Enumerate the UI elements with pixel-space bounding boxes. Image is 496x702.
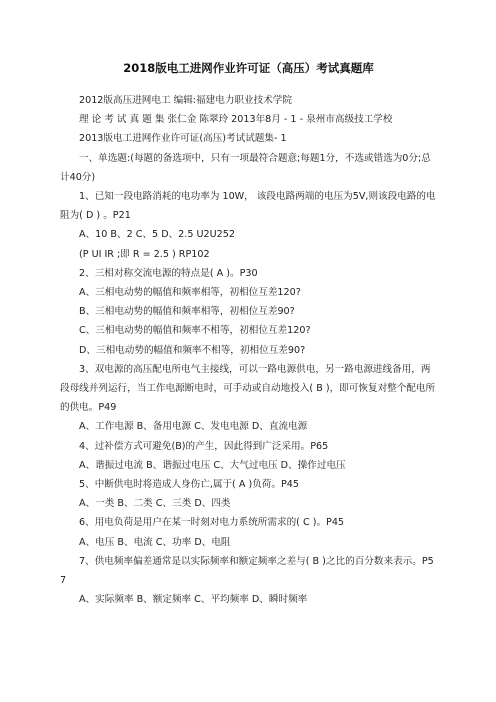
paragraph: A、一类 B、二类 C、三类 D、四类 — [79, 498, 231, 510]
paragraph: A、10 B、2 C、5 D、2.5 U2U252 — [79, 229, 235, 241]
paragraph: 2、三相对称交流电源的特点是( A )。P30 — [79, 267, 258, 279]
document-body — [60, 91, 437, 609]
paragraph: 1、已知一段电路消耗的电功率为 10W， 该段电路两端的电压为5V,则该段电路的电阻为( D ) 。P21 — [60, 191, 436, 222]
paragraph: 4、过补偿方式可避免(B)的产生，因此得到广泛采用。P65 — [79, 440, 329, 452]
paragraph: 5、中断供电时将造成人身伤亡,属于( A )负荷。P45 — [79, 479, 299, 491]
paragraph: 2013版电工进网作业许可证(高压)考试试题集- 1 — [79, 133, 287, 145]
paragraph: 一、单选题:(每题的备选项中，只有一项最符合题意;每题1分，不选或错选为0分;总计40分) — [60, 152, 431, 183]
paragraph: B、三相电动势的幅值和频率相等，初相位互差90? — [79, 306, 295, 318]
paragraph: 7、供电频率偏差通常是以实际频率和额定频率之差与( B )之比的百分数来表示。P57 — [60, 555, 434, 587]
paragraph: 理 论 考 试 真 题 集 张仁金 陈翠玲 2013年8月 - 1 - 泉州市高级技工学校 — [79, 114, 393, 126]
paragraph: A、工作电源 B、备用电源 C、发电电源 D、直流电源 — [79, 421, 308, 433]
paragraph: 2012版高压进网电工 编辑:福建电力职业技术学院 — [79, 95, 292, 106]
paragraph: A、三相电动势的幅值和频率相等，初相位互差120? — [79, 287, 301, 299]
document-title: 2018版电工进网作业许可证（高压）考试真题库 — [123, 61, 374, 75]
paragraph: A、实际频率 B、额定频率 C、平均频率 D、瞬时频率 — [79, 594, 308, 606]
paragraph: 6、用电负荷是用户在某一时刻对电力系统所需求的( C )。P45 — [79, 517, 345, 529]
paragraph: (P UI IR ;即 R = 2.5 ) RP102 — [79, 248, 210, 260]
paragraph: A、谐振过电流 B、谐振过电压 C、大气过电压 D、操作过电压 — [79, 459, 346, 471]
paragraph: 3、双电源的高压配电所电气主接线，可以一路电源供电，另一路电源进线备用，两段母线并列运行，当工作电源断电时，可手动或自动地投入( B )，即可恢复对整个配电所的供电。P49 — [60, 363, 436, 414]
paragraph: C、三相电动势的幅值和频率不相等，初相位互差120? — [79, 325, 311, 337]
paragraph: D、三相电动势的幅值和频率不相等，初相位互差90? — [79, 344, 306, 356]
paragraph: A、电压 B、电流 C、功率 D、电阻 — [79, 536, 231, 548]
